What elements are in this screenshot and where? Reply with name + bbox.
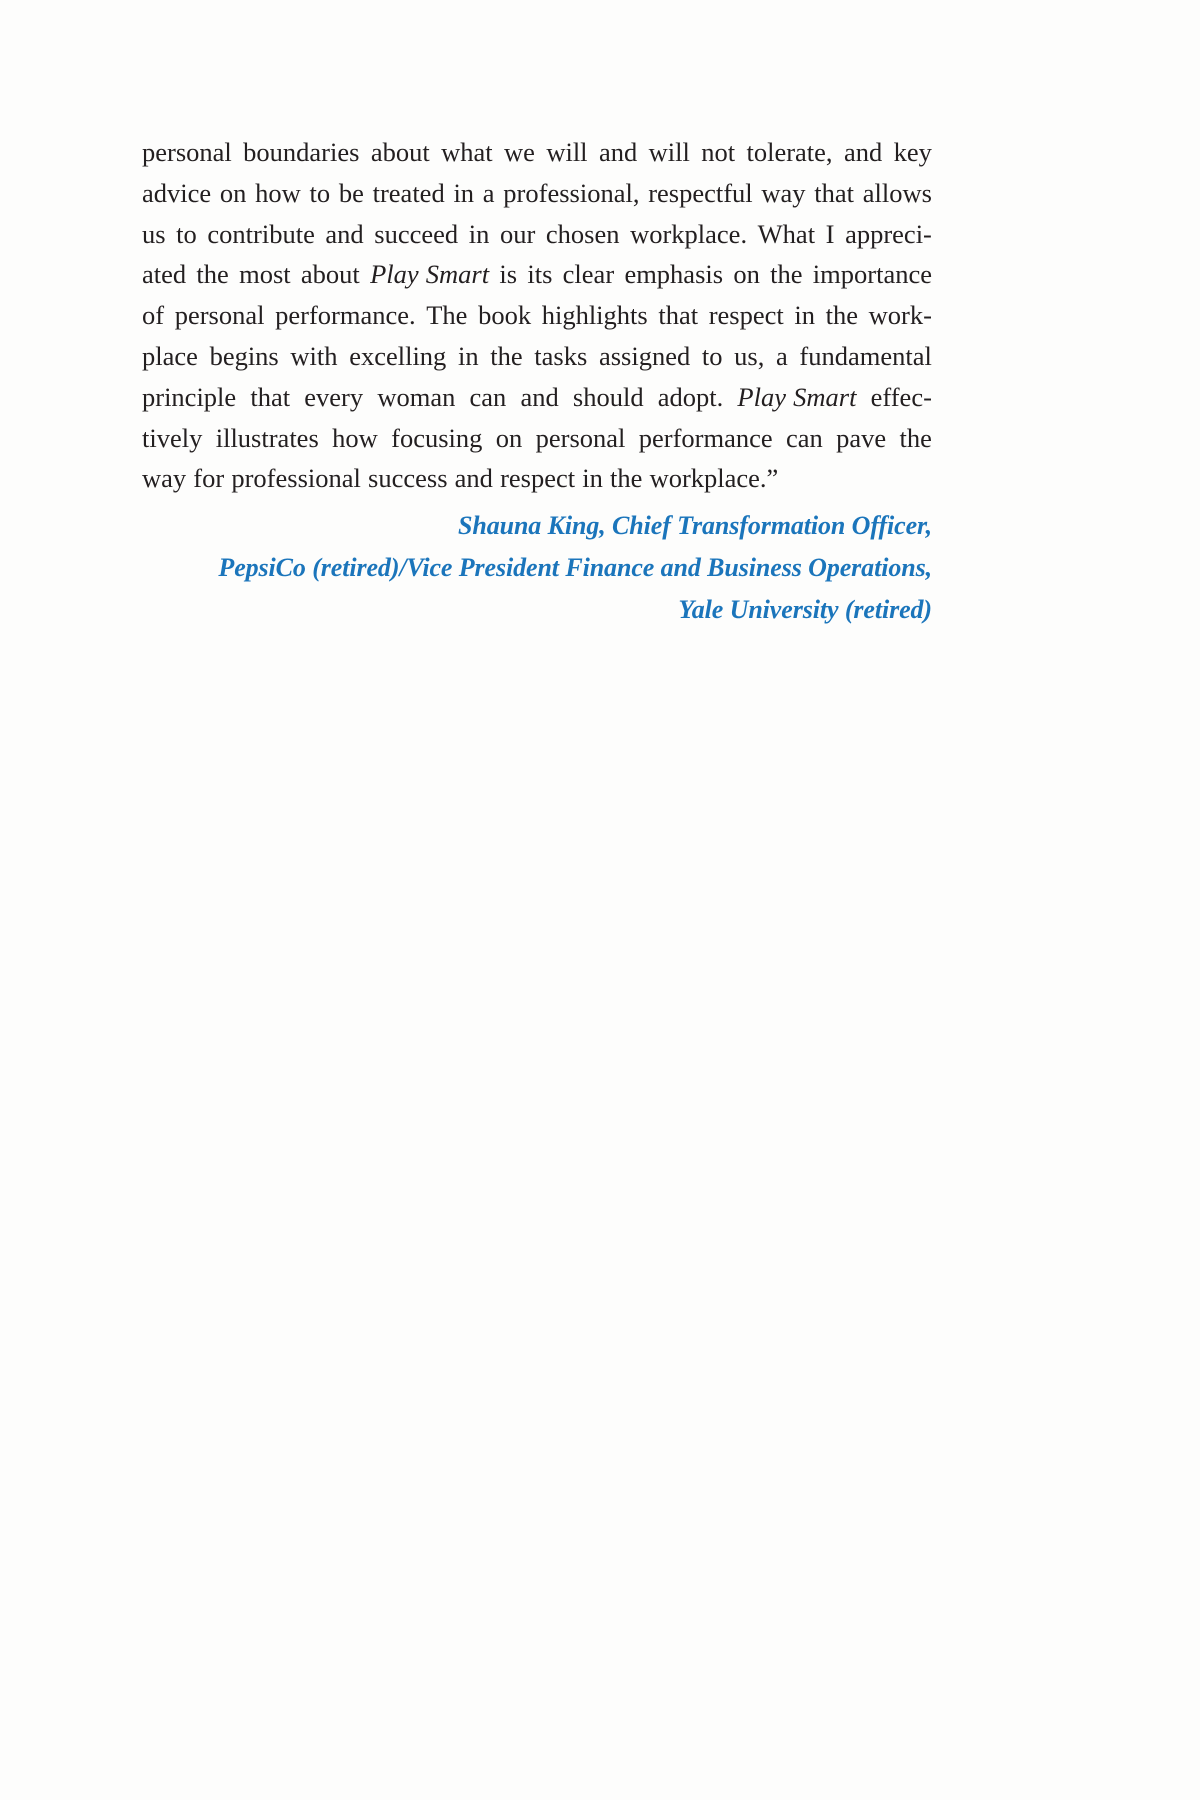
quote-word: in	[794, 300, 816, 331]
quote-word: pave	[836, 422, 887, 453]
quote-word: allows	[862, 177, 932, 208]
quote-word: on	[219, 177, 247, 208]
quote-word: that	[814, 177, 855, 208]
quote-word: boundaries	[243, 137, 360, 167]
quote-word: personal	[535, 422, 626, 453]
quote-word: ated	[142, 259, 187, 290]
quote-word: succeed	[374, 218, 459, 249]
quote-word: our	[499, 218, 536, 249]
quote-word: most	[239, 259, 291, 290]
quote-word: be	[338, 177, 364, 208]
quote-word: on	[733, 259, 760, 290]
quote-word: that	[250, 381, 291, 412]
quote-word: way	[761, 177, 806, 208]
quote-word: and	[598, 137, 638, 167]
quote-word: focusing	[391, 422, 483, 453]
quote-word: with	[290, 340, 338, 371]
quote-line	[142, 418, 932, 459]
quote-word: Play Smart	[737, 381, 857, 412]
quote-line	[142, 132, 932, 173]
quote-word: performance.	[275, 300, 416, 331]
quote-word: to	[176, 218, 197, 249]
quote-word: a	[482, 177, 495, 208]
attribution-line: Shauna King, Chief Transformation Officer,	[457, 511, 932, 541]
quote-word: about	[300, 259, 360, 290]
quote-line	[142, 254, 932, 295]
quote-word: professional,	[503, 177, 640, 208]
quote-word: on	[495, 422, 523, 453]
quote-word: not	[701, 137, 736, 167]
quote-word: the	[770, 259, 803, 290]
quote-word: will	[648, 137, 690, 167]
quote-word: chosen	[545, 218, 620, 249]
quote-word: begins	[209, 340, 279, 371]
quote-word: should	[572, 381, 644, 412]
quote-line	[142, 173, 932, 214]
quote-word: and	[520, 381, 559, 412]
quote-line	[142, 458, 932, 499]
quote-word: book	[478, 300, 532, 331]
quote-line	[142, 336, 932, 377]
quote-word: fundamental	[799, 340, 932, 371]
quote-word: contribute	[207, 218, 315, 249]
quote-word: of	[142, 300, 165, 331]
quote-word: in	[457, 340, 479, 371]
endorsement-attribution	[142, 505, 932, 631]
quote-word: the	[196, 259, 229, 290]
quote-word: tively	[142, 422, 203, 453]
quote-word: us	[142, 218, 166, 249]
quote-word: tasks	[534, 340, 588, 371]
quote-word: a	[776, 340, 788, 371]
quote-word: the	[899, 422, 932, 453]
attribution-line: PepsiCo (retired)/Vice President Finance and Business Operations,	[218, 553, 932, 583]
quote-word: work-	[868, 300, 932, 331]
quote-word: about	[370, 137, 430, 167]
quote-word: we	[504, 137, 535, 167]
quote-word: to	[309, 177, 331, 208]
quote-word: can	[786, 422, 823, 453]
quote-word: and	[325, 218, 364, 249]
quote-word: appreci-	[845, 218, 932, 249]
quote-word: Play Smart	[370, 259, 490, 290]
quote-word: excelling	[349, 340, 447, 371]
quote-word: respectful	[648, 177, 753, 208]
quote-word: tolerate,	[746, 137, 833, 167]
quote-word: how	[255, 177, 301, 208]
quote-word: its	[527, 259, 553, 290]
quote-word: illustrates	[215, 422, 319, 453]
quote-word: and	[843, 137, 883, 167]
quote-word: will	[546, 137, 588, 167]
quote-word: in	[453, 177, 475, 208]
quote-word: in	[468, 218, 490, 249]
quote-word: is	[499, 259, 518, 290]
endorsement-text-block	[142, 132, 932, 631]
quote-word: emphasis	[624, 259, 724, 290]
quote-word: personal	[142, 137, 232, 167]
quote-word: the	[490, 340, 523, 371]
quote-word: advice	[142, 177, 212, 208]
quote-word: adopt.	[657, 381, 724, 412]
quote-word: effec-	[870, 381, 932, 412]
quote-word: I	[825, 218, 835, 249]
quote-word: place	[142, 340, 198, 371]
quote-word: importance	[812, 259, 932, 290]
quote-word: personal	[174, 300, 265, 331]
quote-word: us,	[734, 340, 765, 371]
quote-word: assigned	[598, 340, 691, 371]
quote-word: treated	[372, 177, 445, 208]
quote-line	[142, 295, 932, 336]
quote-line	[142, 377, 932, 418]
quote-word: The	[426, 300, 468, 331]
quote-word: to	[701, 340, 723, 371]
quote-word: workplace.	[630, 218, 748, 249]
quote-word: the	[825, 300, 859, 331]
endorsement-quote	[142, 132, 932, 499]
quote-word: how	[332, 422, 378, 453]
quote-word: woman	[377, 381, 456, 412]
quote-word: can	[469, 381, 507, 412]
quote-word: that	[658, 300, 699, 331]
attribution-line: Yale University (retired)	[678, 595, 932, 625]
quote-line	[142, 214, 932, 255]
quote-word: What	[757, 218, 816, 249]
quote-word: principle	[142, 381, 237, 412]
quote-word: every	[304, 381, 364, 412]
quote-word: performance	[638, 422, 773, 453]
quote-word: respect	[708, 300, 784, 331]
quote-word: highlights	[541, 300, 648, 331]
quote-word: what	[441, 137, 493, 167]
quote-word: clear	[562, 259, 615, 290]
quote-word: key	[893, 137, 932, 167]
quote-word: way for professional success and respect in the workplace.”	[142, 463, 779, 494]
